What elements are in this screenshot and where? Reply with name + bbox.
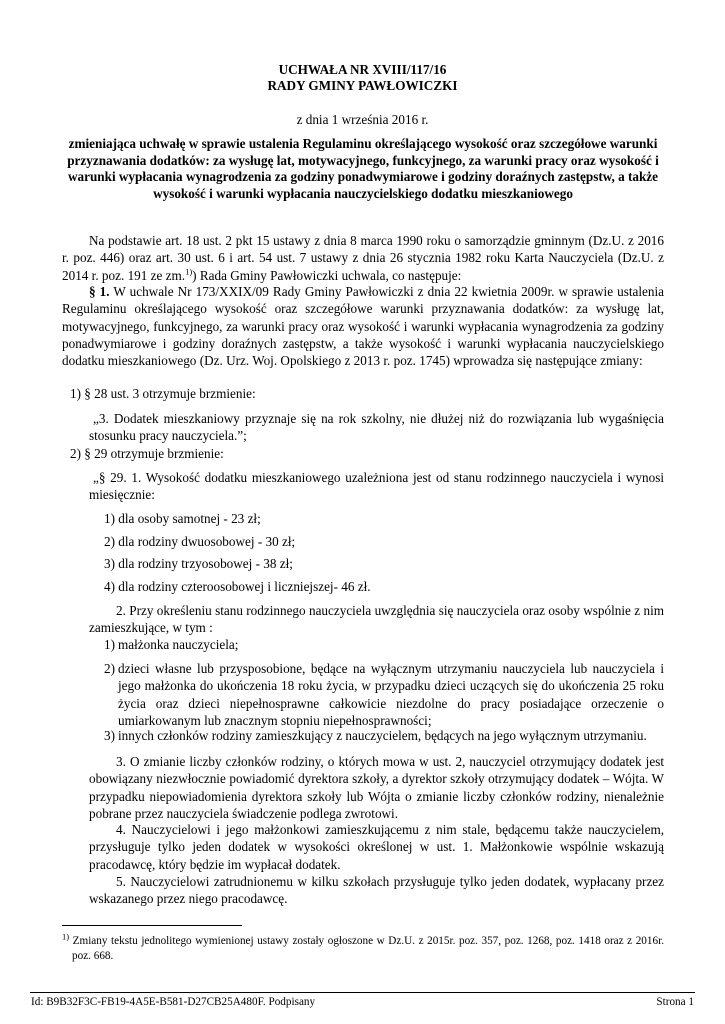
- resolution-number: UCHWAŁA NR XVIII/117/16: [278, 62, 447, 77]
- amendment-item-1-quote: „3. Dodatek mieszkaniowy przyznaje się na rok szkolny, nie dłużej niż do rozwiązania lub wygaśnięcia stosunku pracy nauczyciela.”;: [89, 411, 664, 444]
- rate-item: 3) dla rodziny trzyosobowej - 38 zł;: [104, 556, 293, 571]
- rate-item: 1) dla osoby samotnej - 23 zł;: [104, 511, 261, 526]
- document-id: Id: B9B32F3C-FB19-4A5E-B581-D27CB25A480F. Podpisany: [31, 996, 316, 1008]
- footnote-ref: 1): [185, 266, 193, 277]
- preamble: [62, 232, 664, 284]
- preamble-text-a: Na podstawie art. 18 ust. 2 pkt 15 ustawy z dnia 8 marca 1990 roku o samorządzie gminnym (Dz.U. z 2016 r. poz. 446) oraz art. 30 ust. 6 i art. 54 ust. 7 ustawy z dnia 26 stycznia 1982 roku Karta Nauczyciela (Dz.U. z 2014 r. poz. 191 ze zm.: [62, 233, 664, 283]
- family-item-number: 3): [104, 728, 115, 743]
- family-item-number: 1): [104, 637, 115, 652]
- section-29-paragraph-2: 2. Przy określeniu stanu rodzinnego nauczyciela uwzględnia się nauczyciela oraz osoby wspólnie z nim zamieszkujące, w tym :: [89, 603, 664, 636]
- footnote-divider: [62, 925, 242, 926]
- paragraph-1-label: § 1.: [89, 284, 110, 299]
- family-item-number: 2): [104, 661, 115, 676]
- rate-item: 4) dla rodziny czteroosobowej i liczniejszej- 46 zł.: [104, 579, 371, 594]
- paragraph-1-text: W uchwale Nr 173/XXIX/09 Rady Gminy Pawłowiczki z dnia 22 kwietnia 2009r. w sprawie ustalenia Regulaminu określającego wysokość oraz szczegółowe warunki przyznawania dodatków: za wysługę lat, motywacyjnego, funkcyjnego, za warunki pracy oraz wysokość i warunki wypłacania wynagrodzenia za godziny ponadwymiarowe i godziny doraźnych zastępstw, a także wysokość i warunki wypłacania nauczycielskiego dodatku mieszkaniowego (Dz. Urz. Woj. Opolskiego z 2013 r. poz. 1745) wprowadza się następujące zmiany:: [62, 284, 664, 369]
- family-item-text: innych członków rodziny zamieszkujący z nauczycielem, będących na jego wyłącznym utrzymaniu.: [118, 728, 647, 743]
- page-number: Strona 1: [656, 996, 694, 1008]
- resolution-date: z dnia 1 września 2016 r.: [296, 112, 429, 127]
- rate-item: 2) dla rodziny dwuosobowej - 30 zł;: [104, 534, 296, 549]
- section-29-paragraph-5: 5. Nauczycielowi zatrudnionemu w kilku szkołach przysługuje tylko jeden dodatek, wypłacany przez wskazanego przez niego pracodawcę.: [89, 874, 664, 907]
- resolution-subject: zmieniająca uchwałę w sprawie ustalenia Regulaminu określającego wysokość oraz szczegółowe warunki przyznawania dodatków: za wysługę lat, motywacyjnego, funkcyjnego, za warunki pracy oraz wysokość i warunki wypłacania wynagrodzenia za godziny ponadwymiarowe i godziny doraźnych zastępstw, a także wysokość i warunki wypłacania nauczycielskiego dodatku mieszkaniowego: [67, 136, 659, 201]
- page-footer-divider: [30, 992, 695, 993]
- amendment-item-1: 1) § 28 ust. 3 otrzymuje brzmienie:: [70, 386, 256, 401]
- footnote-marker: 1): [62, 931, 70, 942]
- council-name: RADY GMINY PAWŁOWICZKI: [267, 78, 458, 93]
- amendment-item-2: 2) § 29 otrzymuje brzmienie:: [70, 446, 224, 461]
- family-item-text: małżonka nauczyciela;: [118, 637, 239, 652]
- section-29-paragraph-1: „§ 29. 1. Wysokość dodatku mieszkaniowego uzależniona jest od stanu rodzinnego nauczyciela i wynosi miesięcznie:: [89, 470, 664, 503]
- section-29-paragraph-3: 3. O zmianie liczby członków rodziny, o których mowa w ust. 2, nauczyciel otrzymujący dodatek jest obowiązany niezwłocznie powiadomić dyrektora szkoły, a dyrektor szkoły otrzymujący dodatek – Wójta. W przypadku niepowiadomienia dyrektora szkoły lub Wójta o zmianie liczby członków rodziny, nienależnie pobrane przez nauczyciela świadczenie podlega zwrotowi.: [89, 754, 664, 821]
- footnote: [62, 931, 664, 963]
- section-29-paragraph-4: 4. Nauczycielowi i jego małżonkowi zamieszkującemu z nim stale, będącemu także nauczycielem, przysługuje tylko jeden dodatek w wysokości określonej w ust. 1. Małżonkowie wspólnie wskazują pracodawcę, który będzie im wypłacał dodatek.: [89, 822, 664, 872]
- preamble-text-b: ) Rada Gminy Pawłowiczki uchwala, co następuje:: [192, 267, 462, 283]
- footnote-text: Zmiany tekstu jednolitego wymienionej ustawy zostały ogłoszone w Dz.U. z 2015r. poz. 357, poz. 1268, poz. 1418 oraz z 2016r. poz. 668.: [69, 935, 664, 962]
- paragraph-1: [62, 283, 664, 369]
- family-item-text: dzieci własne lub przysposobione, będące na wyłącznym utrzymaniu nauczyciela lub nauczyciela i jego małżonka do ukończenia 18 roku życia, w przypadku dzieci uczących się do ukończenia 25 roku życia oraz dzieci niepełnosprawne całkowicie niezdolne do pracy posiadające orzeczenie o umiarkowanym lub znacznym stopniu niepełnosprawności;: [118, 661, 664, 728]
